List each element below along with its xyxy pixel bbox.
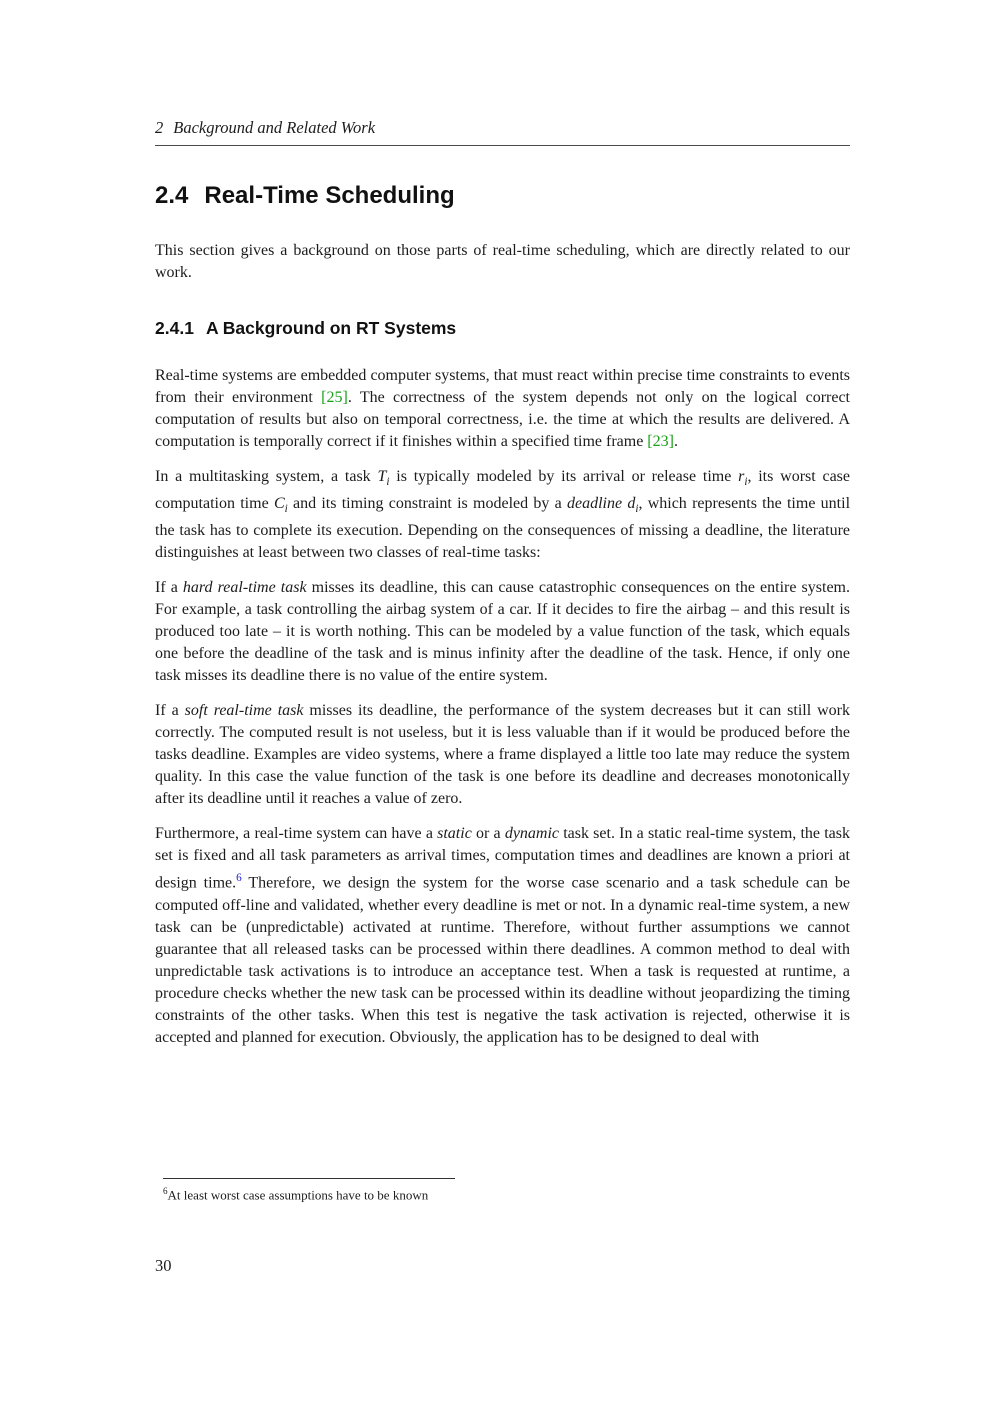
text-run: In a multitasking system, a task: [155, 468, 378, 485]
page-number: 30: [155, 1256, 172, 1275]
paragraph-task-model: [155, 466, 850, 564]
running-header-chapter-title: Background and Related Work: [173, 118, 376, 137]
section-heading: [155, 182, 850, 210]
text-run: d: [627, 495, 636, 513]
text-run: Furthermore, a real-time system can have a: [155, 825, 438, 843]
text-run: . The correctness of the system depends not only on the logical correct computation of results but also on temporal correctness, i.e. the time at which the results are delivered. A computation is temporally correct if it finishes within a specified time frame: [155, 389, 850, 450]
subsection-heading: [155, 318, 850, 339]
text-run: T: [377, 468, 387, 485]
text-run: static: [437, 825, 472, 843]
paragraph-rt-systems: [155, 365, 850, 453]
text-run: i: [386, 476, 390, 489]
text-run: misses its deadline, this can cause catastrophic consequences on the entire system. For example, a task controlling the airbag system of a car. If it decides to fire the airbag – and this result is produced too late – it is worth nothing. This can be modeled by a value function of the task, which equals one before the deadline of the task and is minus infinity after the deadline of the task. Hence, if only one task misses its deadline there is no value of the entire system.: [155, 579, 850, 685]
text-run: i: [284, 503, 288, 516]
text-run: This section gives a background on those parts of real-time scheduling, which are directly related to our work.: [155, 242, 850, 281]
section-intro-paragraph: [155, 240, 850, 284]
subsection-title: A Background on RT Systems: [205, 318, 457, 338]
text-run: C: [273, 495, 285, 513]
text-run: hard real-time task: [182, 579, 307, 597]
text-run: , its worst case computation time: [155, 468, 851, 513]
text-run: i: [635, 503, 639, 516]
text-run: r: [738, 468, 745, 485]
section-number: 2.4: [155, 182, 189, 209]
text-run: If a: [155, 579, 183, 597]
text-run: , which represents the time until the task has to complete its execution. Depending on the consequences of missing a deadline, the literature distinguishes at least between two classes of real-time tasks:: [155, 495, 851, 562]
paragraph-soft-real-time: [155, 700, 850, 810]
running-header-chapter-number: 2: [155, 118, 164, 137]
footnote-body: At least worst case assumptions have to be known: [167, 1187, 429, 1203]
text-run: is typically modeled by its arrival or release time: [389, 468, 739, 485]
footnote: [155, 1178, 850, 1203]
text-run: If a: [155, 702, 185, 720]
text-run: or a: [471, 825, 505, 843]
paragraph-hard-real-time: [155, 577, 850, 687]
text-run: misses its deadline, the performance of the system decreases but it can still work correctly. The computed result is not useless, but it is less valuable than if it would be produced before the tasks deadline. Examples are video systems, where a frame displayed a little too late may reduce the system quality. In this case the value function of the task is one before its deadline and decreases monotonically after its deadline until it reaches a value of zero.: [155, 702, 850, 808]
footnote-text: [155, 1183, 850, 1203]
text-run: deadline: [566, 495, 623, 513]
text-run: .: [673, 433, 678, 450]
footnote-ref-link[interactable]: 6: [236, 872, 242, 885]
footnote-rule: [163, 1178, 455, 1179]
subsection-number: 2.4.1: [155, 318, 194, 338]
text-run: and its timing constraint is modeled by a: [287, 495, 567, 513]
running-header: [155, 118, 850, 146]
paragraph-static-dynamic: [155, 823, 850, 1048]
text-run: Real-time systems are embedded computer systems, that must react within precise time constraints to events from their environment: [155, 367, 850, 406]
text-run: soft real-time task: [184, 702, 304, 720]
text-run: dynamic: [504, 825, 560, 843]
document-page: [155, 0, 850, 1062]
footnote-marker: 6: [163, 1186, 168, 1196]
citation-link[interactable]: [23]: [647, 433, 674, 450]
text-run: i: [744, 476, 748, 489]
text-run: task set. In a static real-time system, the task set is fixed and all task parameters as arrival times, computation times and deadlines are known a priori at design time.: [155, 825, 850, 892]
text-run: Therefore, we design the system for the worse case scenario and a task schedule can be computed off-line and validated, whether every deadline is met or not. In a dynamic real-time system, a new task can be (unpredictable) activated at runtime. Therefore, without further assumptions we cannot guarantee that all released tasks can be processed within there deadlines. A common method to deal with unpredictable task activations is to introduce an acceptance test. When a task is requested at runtime, a procedure checks whether the new task can be processed within its deadline without jeopardizing the timing constraints of the other tasks. When this test is negative the task activation is rejected, otherwise it is accepted and planned for execution. Obviously, the application has to be designed to deal with: [155, 874, 850, 1046]
citation-link[interactable]: [25]: [321, 389, 348, 406]
section-title: Real-Time Scheduling: [204, 182, 455, 209]
